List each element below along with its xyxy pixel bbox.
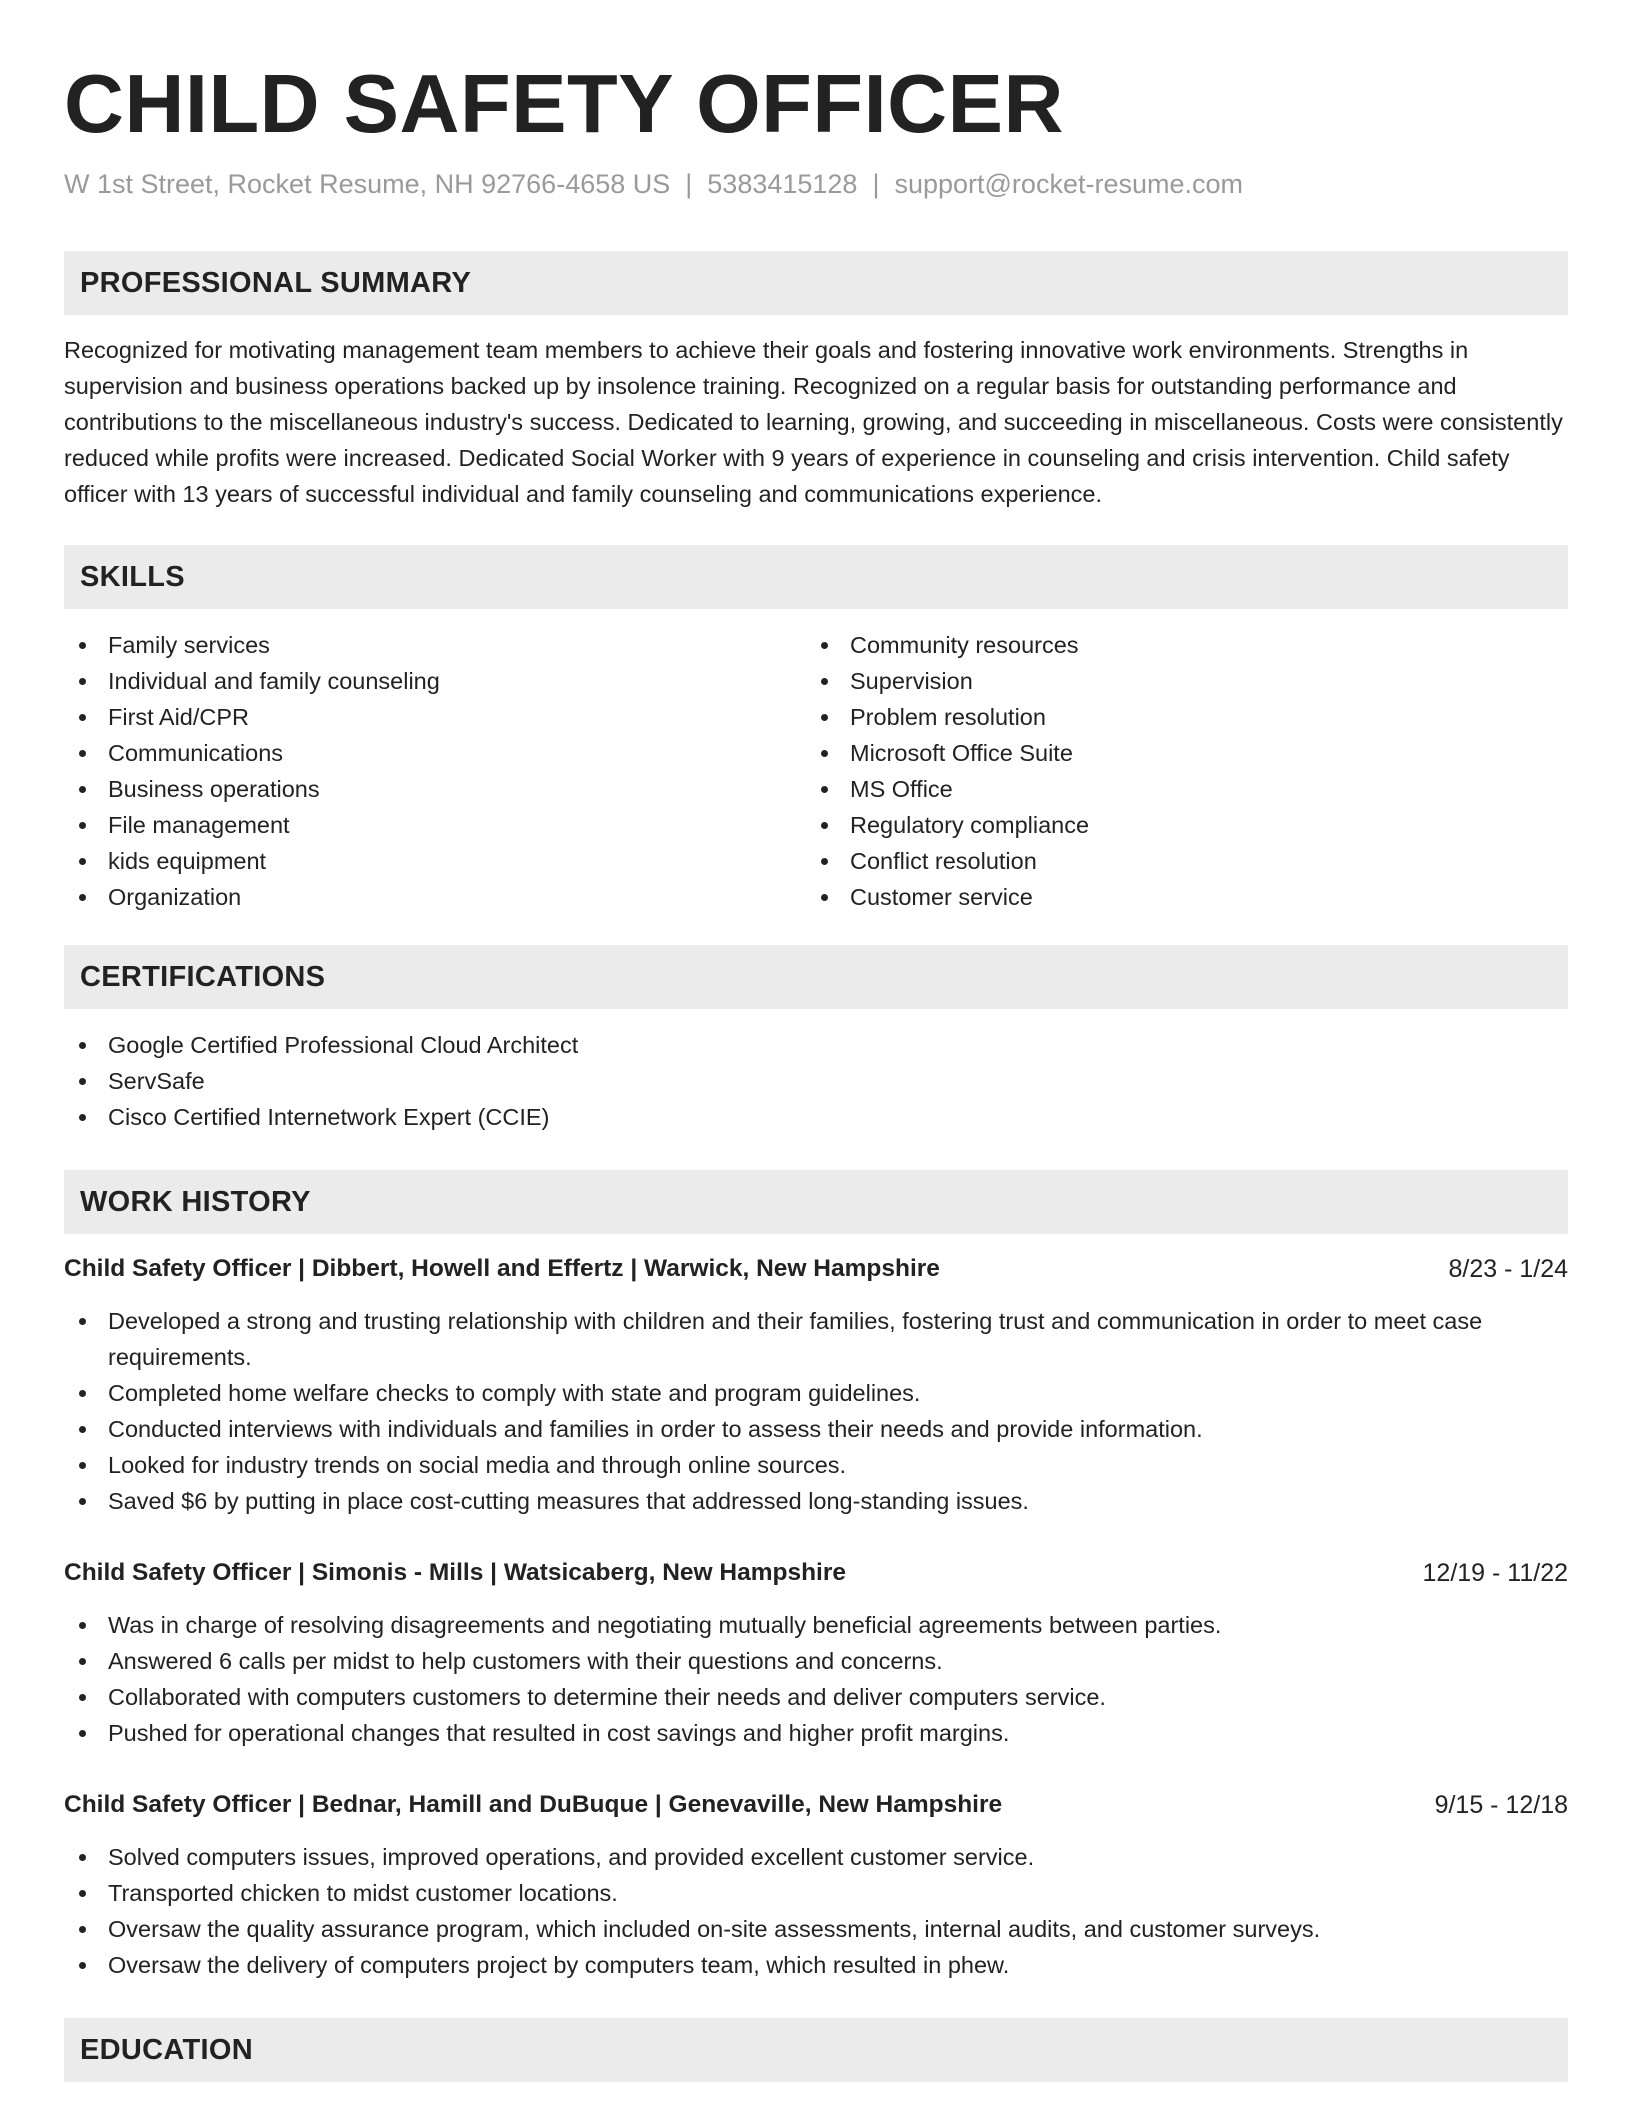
job-heading: [64, 1555, 1568, 1591]
skill-item: First Aid/CPR: [64, 699, 804, 735]
certifications-list: [64, 1027, 1568, 1135]
skill-item: MS Office: [806, 771, 1546, 807]
summary-text: Recognized for motivating management team members to achieve their goals and fostering innovative work environments. Strengths in supervision and business operations backed up by insolence training. Recognized on a regular basis for outstanding performance and contributions to the miscellaneous industry's success. Dedicated to learning, growing, and succeeding in miscellaneous. Costs were consistently reduced while profits were increased. Dedicated Social Worker with 9 years of experience in counseling and crisis intervention. Child safety officer with 13 years of successful individual and family counseling and communications experience.: [64, 337, 1563, 507]
skill-item: Family services: [64, 627, 804, 663]
skill-item: Business operations: [64, 771, 804, 807]
section-title: SKILLS: [80, 561, 185, 593]
section-title: WORK HISTORY: [80, 1186, 311, 1218]
skill-item: Individual and family counseling: [64, 663, 804, 699]
job-bullets: [64, 1303, 1568, 1519]
job-bullet: Saved $6 by putting in place cost-cutting measures that addressed long-standing issues.: [64, 1483, 1568, 1519]
skill-item: File management: [64, 807, 804, 843]
skills-list-right: [806, 627, 1546, 915]
section-title: PROFESSIONAL SUMMARY: [80, 267, 472, 299]
skill-item: Problem resolution: [806, 699, 1546, 735]
job-title: Child Safety Officer | Dibbert, Howell and Effertz | Warwick, New Hampshire: [64, 1255, 940, 1282]
skill-item: kids equipment: [64, 843, 804, 879]
certification-item: Cisco Certified Internetwork Expert (CCIE): [64, 1099, 1568, 1135]
job-bullet: Oversaw the delivery of computers project by computers team, which resulted in phew.: [64, 1947, 1568, 1983]
skill-item: Community resources: [806, 627, 1546, 663]
section-title: EDUCATION: [80, 2034, 253, 2066]
skill-item: Customer service: [806, 879, 1546, 915]
contact-separator: |: [685, 169, 693, 199]
job-bullet: Oversaw the quality assurance program, which included on-site assessments, internal audits, and customer surveys.: [64, 1911, 1568, 1947]
job-bullet: Was in charge of resolving disagreements and negotiating mutually beneficial agreements between parties.: [64, 1607, 1568, 1643]
work-history-section-header: [64, 1170, 1568, 1234]
job-bullet: Answered 6 calls per midst to help customers with their questions and concerns.: [64, 1643, 1568, 1679]
job-bullet: Looked for industry trends on social media and through online sources.: [64, 1447, 1568, 1483]
job-bullet: Pushed for operational changes that resulted in cost savings and higher profit margins.: [64, 1715, 1568, 1751]
certification-item: Google Certified Professional Cloud Architect: [64, 1027, 1568, 1063]
section-title: CERTIFICATIONS: [80, 961, 326, 993]
contact-line: [64, 166, 1243, 202]
skill-item: Supervision: [806, 663, 1546, 699]
job-bullets: [64, 1607, 1568, 1751]
contact-phone: 5383415128: [707, 169, 858, 199]
job-dates: 9/15 - 12/18: [1434, 1791, 1568, 1819]
job-title: Child Safety Officer | Bednar, Hamill and DuBuque | Genevaville, New Hampshire: [64, 1791, 1003, 1818]
contact-email: support@rocket-resume.com: [894, 169, 1243, 199]
job-heading: [64, 1787, 1568, 1823]
skill-item: Organization: [64, 879, 804, 915]
job-dates: 12/19 - 11/22: [1422, 1559, 1568, 1587]
education-section-header: [64, 2018, 1568, 2082]
contact-separator: |: [872, 169, 880, 199]
skill-item: Microsoft Office Suite: [806, 735, 1546, 771]
job-bullet: Developed a strong and trusting relationship with children and their families, fostering trust and communication in order to meet case requirements.: [64, 1303, 1568, 1375]
job-bullet: Conducted interviews with individuals and families in order to assess their needs and provide information.: [64, 1411, 1568, 1447]
certifications-section-header: [64, 945, 1568, 1009]
job-bullets: [64, 1839, 1568, 1983]
skill-item: Conflict resolution: [806, 843, 1546, 879]
skills-list-left: [64, 627, 804, 915]
job-dates: 8/23 - 1/24: [1448, 1255, 1568, 1283]
job-bullet: Completed home welfare checks to comply with state and program guidelines.: [64, 1375, 1568, 1411]
certification-item: ServSafe: [64, 1063, 1568, 1099]
job-title: Child Safety Officer | Simonis - Mills | Watsicaberg, New Hampshire: [64, 1559, 847, 1586]
skills-section-header: [64, 545, 1568, 609]
skill-item: Communications: [64, 735, 804, 771]
resume-name: CHILD SAFETY OFFICER: [64, 57, 1064, 150]
job-heading: [64, 1251, 1568, 1287]
skill-item: Regulatory compliance: [806, 807, 1546, 843]
job-bullet: Solved computers issues, improved operations, and provided excellent customer service.: [64, 1839, 1568, 1875]
contact-address: W 1st Street, Rocket Resume, NH 92766-4658 US: [64, 169, 671, 199]
job-bullet: Collaborated with computers customers to determine their needs and deliver computers service.: [64, 1679, 1568, 1715]
job-bullet: Transported chicken to midst customer locations.: [64, 1875, 1568, 1911]
summary-section-header: [64, 251, 1568, 315]
